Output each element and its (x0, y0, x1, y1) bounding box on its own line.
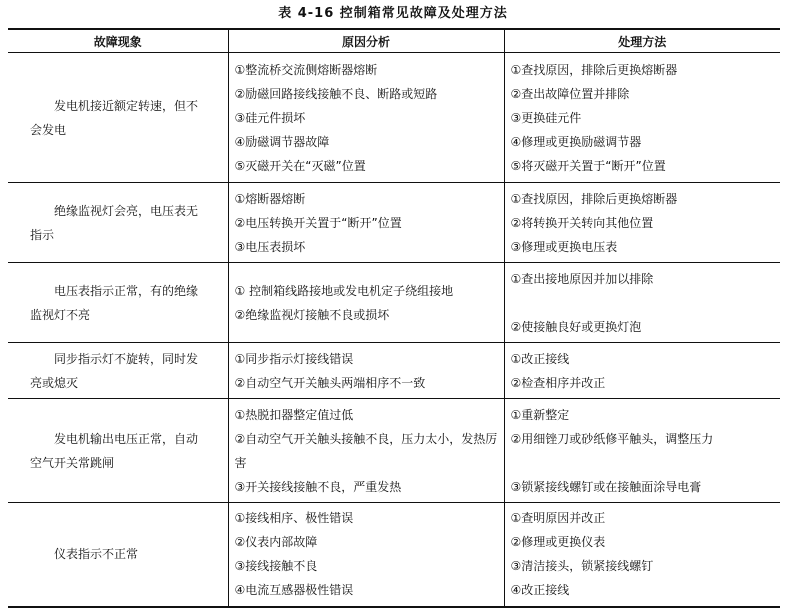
symptom-text: 发电机输出电压正常，自动空气开关常跳闸 (30, 431, 199, 470)
symptom-text: 电压表指示正常，有的绝缘监视灯不亮 (30, 283, 199, 322)
cause-item: ②励磁回路接线接触不良、断路或短路 (234, 86, 438, 101)
remedy-item: ②修理或更换仪表 (510, 535, 606, 550)
cause-item: ②电压转换开关置于“断开”位置 (234, 215, 402, 230)
symptom-text: 仪表指示不正常 (54, 547, 139, 562)
table-row (8, 53, 780, 183)
table-row (8, 503, 780, 607)
header-remedy: 处理方法 (504, 29, 780, 53)
remedy-cell (504, 343, 780, 399)
remedy-item: ④改正接线 (510, 583, 570, 598)
symptom-cell (8, 399, 228, 503)
cause-item: ④电流互感器极性错误 (234, 583, 354, 598)
symptom-cell (8, 183, 228, 263)
cause-item: ①整流桥交流侧熔断器熔断 (234, 62, 378, 77)
symptom-text: 绝缘监视灯会亮，电压表无指示 (30, 203, 199, 242)
cause-item: ①同步指示灯接线错误 (234, 351, 354, 366)
remedy-item: ③更换硅元件 (510, 110, 582, 125)
header-symptom: 故障现象 (8, 29, 228, 53)
table-row (8, 183, 780, 263)
remedy-item: ⑤将灭磁开关置于“断开”位置 (510, 158, 666, 173)
remedy-item: ③锁紧接线螺钉或在接触面涂导电膏 (510, 479, 702, 494)
header-cause: 原因分析 (228, 29, 504, 53)
remedy-cell (504, 53, 780, 183)
remedy-item (511, 451, 781, 475)
cause-cell (228, 399, 504, 503)
cause-item: ④励磁调节器故障 (234, 134, 330, 149)
table-row (8, 263, 780, 343)
cause-cell (228, 53, 504, 183)
remedy-cell (504, 183, 780, 263)
symptom-text: 发电机接近额定转速，但不会发电 (30, 98, 199, 137)
fault-table (8, 28, 780, 608)
cause-cell (228, 183, 504, 263)
symptom-text: 同步指示灯不旋转，同时发亮或熄灭 (30, 351, 199, 390)
table-caption: 表 4-16 控制箱常见故障及处理方法 (278, 6, 508, 21)
table-row (8, 399, 780, 503)
cause-item: ①接线相序、极性错误 (234, 511, 354, 526)
remedy-item: ③清洁接头，锁紧接线螺钉 (510, 559, 654, 574)
cause-item: ②绝缘监视灯接触不良或损坏 (234, 307, 390, 322)
remedy-item: ①改正接线 (510, 351, 570, 366)
remedy-item: ②查出故障位置并排除 (510, 86, 630, 101)
cause-item: ③硅元件损坏 (234, 110, 306, 125)
header-row (8, 29, 780, 53)
remedy-cell (504, 503, 780, 607)
remedy-item: ①重新整定 (510, 407, 570, 422)
symptom-cell (8, 343, 228, 399)
cause-item: ①热脱扣器整定值过低 (234, 407, 354, 422)
symptom-cell (8, 503, 228, 607)
cause-item: ①熔断器熔断 (234, 191, 306, 206)
remedy-item: ①查出接地原因并加以排除 (510, 271, 654, 286)
remedy-cell (504, 263, 780, 343)
cause-item: ① 控制箱线路接地或发电机定子绕组接地 (234, 283, 454, 298)
remedy-item: ①查找原因，排除后更换熔断器 (510, 191, 678, 206)
remedy-item: ①查明原因并改正 (510, 511, 606, 526)
cause-item: ⑤灭磁开关在“灭磁”位置 (234, 158, 366, 173)
cause-item: ②自动空气开关触头接触不良，压力太小，发热厉害 (234, 431, 498, 470)
cause-cell (228, 503, 504, 607)
cause-item: ③接线接触不良 (234, 559, 318, 574)
remedy-item: ②用细锉刀或砂纸修平触头，调整压力 (510, 431, 714, 446)
cause-cell (228, 263, 504, 343)
cause-item: ②自动空气开关触头两端相序不一致 (234, 375, 426, 390)
remedy-item: ②将转换开关转向其他位置 (510, 215, 654, 230)
remedy-item: ③修理或更换电压表 (510, 239, 618, 254)
remedy-item: ①查找原因，排除后更换熔断器 (510, 62, 678, 77)
symptom-cell (8, 53, 228, 183)
remedy-item (511, 291, 781, 315)
remedy-cell (504, 399, 780, 503)
cause-item: ③开关接线接触不良，严重发热 (234, 479, 402, 494)
remedy-item: ④修理或更换励磁调节器 (510, 134, 642, 149)
remedy-item: ②检查相序并改正 (510, 375, 606, 390)
cause-item: ③电压表损坏 (234, 239, 306, 254)
symptom-cell (8, 263, 228, 343)
cause-item: ②仪表内部故障 (234, 535, 318, 550)
table-row (8, 343, 780, 399)
remedy-item: ②使接触良好或更换灯泡 (510, 319, 642, 334)
cause-cell (228, 343, 504, 399)
